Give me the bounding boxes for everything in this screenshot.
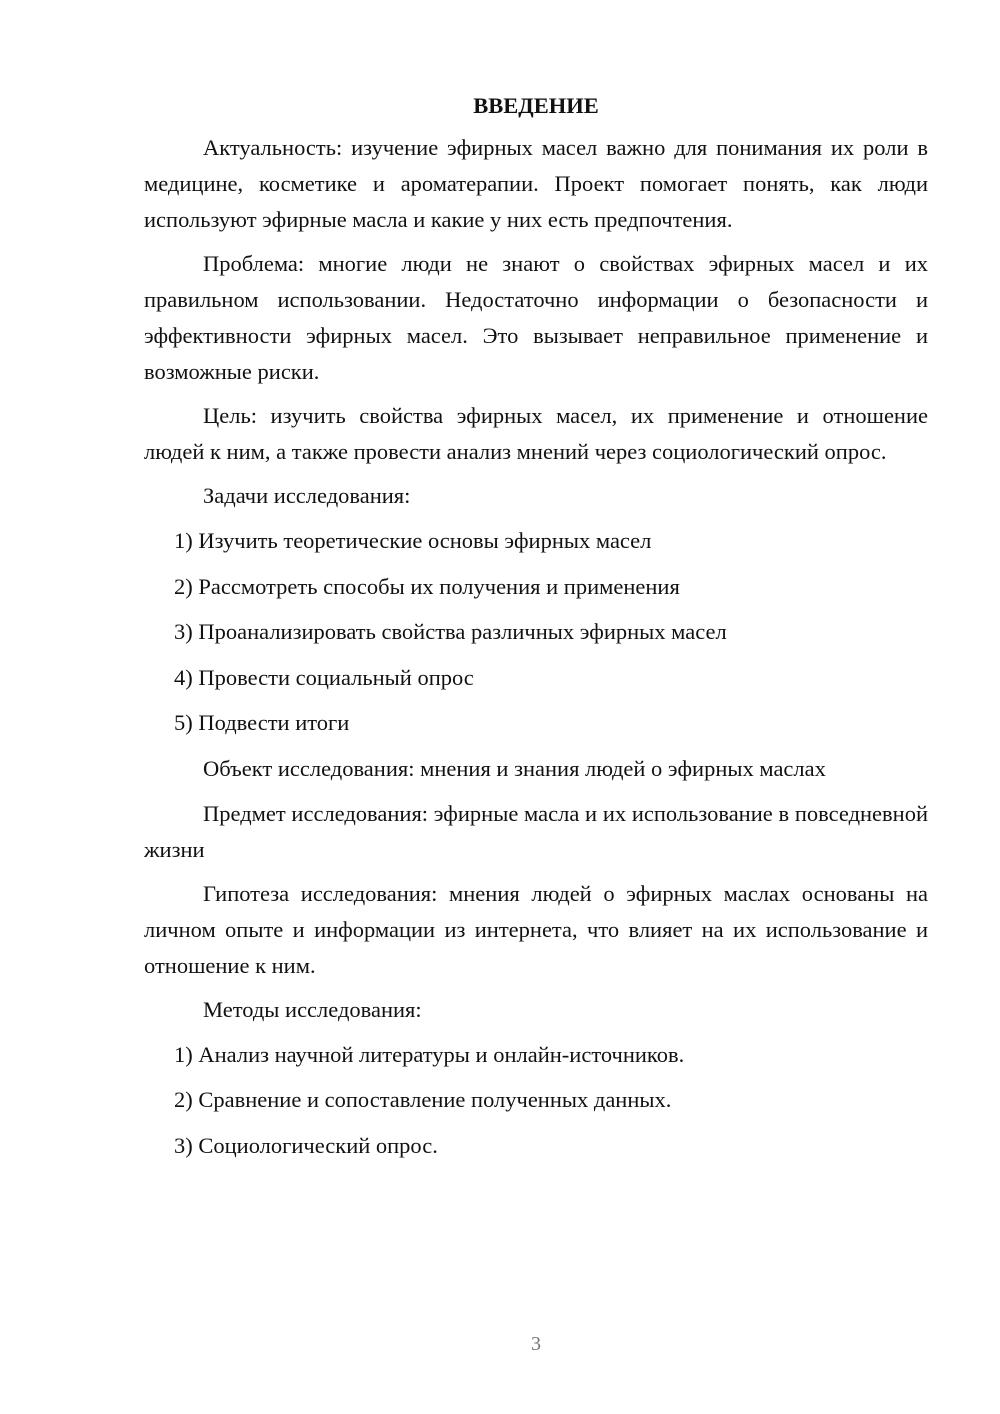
list-item: 5) Подвести итоги: [174, 710, 350, 735]
paragraph-hypothesis: Гипотеза исследования: мнения людей о эфирных маслах основаны на личном опыте и информации из интернета, что влияет на их использование и отношение к ним.: [144, 880, 928, 978]
page-title: ВВЕДЕНИЕ: [473, 93, 599, 118]
list-item: 2) Сравнение и сопоставление полученных данных.: [174, 1087, 672, 1112]
tasks-list: [144, 523, 928, 741]
list-item: 1) Анализ научной литературы и онлайн-источников.: [174, 1041, 685, 1067]
paragraph-problem: Проблема: многие люди не знают о свойствах эфирных масел и их правильном использовании. Недостаточно информации о безопасности и эффективности эфирных масел. Это вызывает неправильное применение и возможные риски.: [144, 251, 928, 384]
paragraph-goal: Цель: изучить свойства эфирных масел, их применение и отношение людей к ним, а также провести анализ мнений через социологический опрос.: [144, 403, 928, 464]
methods-heading: Методы исследования:: [203, 996, 422, 1022]
paragraph-relevance: Актуальность: изучение эфирных масел важно для понимания их роли в медицине, косметике и ароматерапии. Проект помогает понять, как люди используют эфирные масла и какие у них есть предпочтения.: [144, 135, 928, 232]
page-number: 3: [531, 1333, 541, 1355]
tasks-heading: Задачи исследования:: [203, 483, 411, 508]
paragraph-subject: Предмет исследования: эфирные масла и их использование в повседневной жизни: [144, 800, 928, 862]
list-item: 3) Социологический опрос.: [174, 1132, 438, 1158]
list-item: 1) Изучить теоретические основы эфирных масел: [174, 528, 652, 553]
list-item: 3) Проанализировать свойства различных эфирных масел: [174, 619, 727, 644]
list-item: 4) Провести социальный опрос: [174, 664, 474, 690]
page-content: [144, 88, 928, 1173]
list-item: 2) Рассмотреть способы их получения и применения: [174, 573, 680, 599]
methods-list: [144, 1037, 928, 1164]
paragraph-object: Объект исследования: мнения и знания людей о эфирных маслах: [203, 755, 826, 781]
